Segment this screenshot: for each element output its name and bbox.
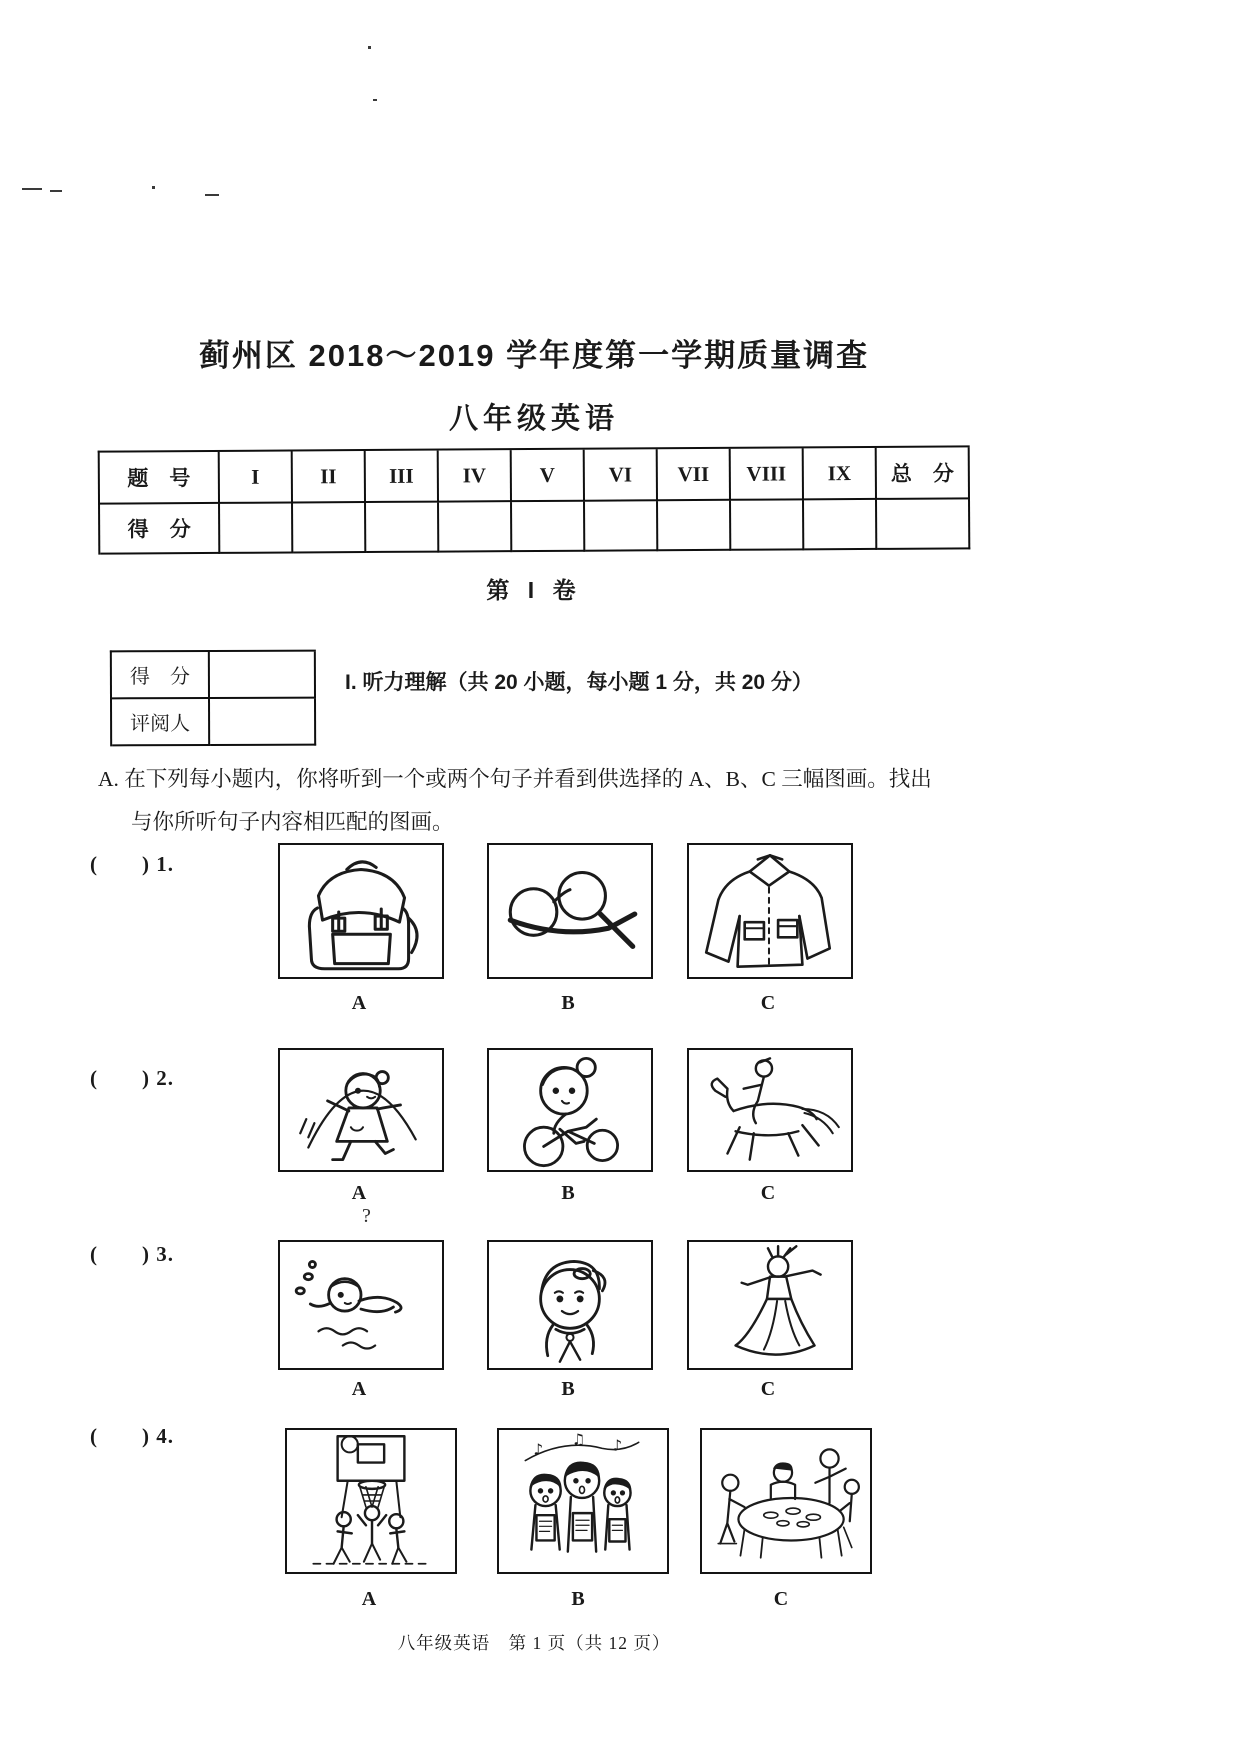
grader-box-grader-label: 评阅人 (112, 699, 210, 746)
score-table-header-cell: VIII (731, 448, 804, 500)
backpack-illustration (280, 845, 442, 977)
score-table-empty-cell (293, 503, 366, 553)
question-2-option-a-box (278, 1048, 444, 1172)
children-singing-illustration (499, 1430, 667, 1572)
grader-box-empty-cell (210, 652, 316, 699)
question-3-option-a-letter: A (351, 1378, 367, 1400)
question-1-option-b-letter: B (561, 992, 575, 1014)
page-subtitle: 八年级英语 (448, 403, 619, 435)
jacket-illustration (689, 845, 851, 977)
score-summary-table (98, 445, 971, 554)
scan-speck (368, 46, 371, 49)
question-4-option-c-letter: C (773, 1588, 789, 1610)
part-one-title: 第 I 卷 (486, 577, 582, 603)
score-table-header-cell: IX (804, 448, 877, 500)
score-table-header-cell: VI (585, 449, 658, 501)
question-4-option-b-box (497, 1428, 669, 1574)
score-table-empty-cell (877, 499, 970, 550)
score-table-empty-cell (731, 500, 804, 550)
score-table-row-label: 得 分 (100, 504, 220, 555)
question-1-option-a-box (278, 843, 444, 979)
scan-speck (373, 99, 377, 101)
svg-text:♪: ♪ (533, 1440, 544, 1459)
question-2-option-a-letter: A (351, 1182, 367, 1204)
score-table-empty-cell (220, 503, 293, 553)
question-3-label: ( ) 3. (90, 1242, 174, 1266)
question-4-option-b-letter: B (571, 1588, 585, 1610)
stray-scan-mark: ? (362, 1205, 371, 1227)
question-2-option-c-box (687, 1048, 853, 1172)
scan-speck (152, 186, 155, 189)
question-2-label: ( ) 2. (90, 1066, 174, 1090)
scan-speck (205, 194, 219, 196)
score-table-header-cell: IV (439, 450, 512, 502)
score-table-header-cell: V (512, 450, 585, 502)
question-1-option-c-letter: C (760, 992, 776, 1014)
boy-with-cap-illustration (489, 1242, 651, 1368)
child-swimming-illustration (280, 1242, 442, 1368)
score-table-header-cell: 总 分 (877, 447, 970, 500)
question-1-option-b-box (487, 843, 653, 979)
score-table-header-cell: VII (658, 449, 731, 501)
girl-dancing-illustration (689, 1242, 851, 1368)
score-table-empty-cell (658, 501, 731, 551)
question-2-option-b-box (487, 1048, 653, 1172)
score-table-header-cell: 题 号 (100, 452, 220, 505)
scan-speck (50, 190, 62, 192)
family-dinner-illustration (702, 1430, 870, 1572)
svg-text:♫: ♫ (571, 1430, 586, 1449)
score-table-header-cell: II (293, 451, 366, 503)
child-riding-bicycle-illustration (489, 1050, 651, 1170)
man-riding-horse-illustration (689, 1050, 851, 1170)
question-3-option-b-box (487, 1240, 653, 1370)
score-table-empty-cell (366, 503, 439, 553)
question-2-option-c-letter: C (760, 1182, 776, 1204)
score-table-empty-cell (585, 501, 658, 551)
page-footer: 八年级英语 第 1 页（共 12 页） (397, 1633, 671, 1653)
question-3-option-c-box (687, 1240, 853, 1370)
score-table-empty-cell (804, 500, 877, 550)
question-1-option-a-letter: A (351, 992, 367, 1014)
question-4-option-a-box (285, 1428, 457, 1574)
kids-playing-basketball-illustration (287, 1430, 455, 1572)
section1-heading: I. 听力理解（共 20 小题，每小题 1 分，共 20 分） (345, 671, 813, 694)
score-table-header-cell: III (366, 451, 439, 503)
score-table-empty-cell (512, 502, 585, 552)
question-4-option-c-box (700, 1428, 872, 1574)
grader-box-score-label: 得 分 (112, 652, 210, 699)
grader-score-box (110, 650, 316, 747)
question-4-label: ( ) 4. (90, 1424, 174, 1448)
question-1-option-c-box (687, 843, 853, 979)
girl-skipping-rope-illustration (280, 1050, 442, 1170)
eyeglasses-illustration (489, 845, 651, 977)
question-2-option-b-letter: B (561, 1182, 575, 1204)
score-table-header-cell: I (220, 451, 293, 503)
question-3-option-c-letter: C (760, 1378, 776, 1400)
grader-box-empty-cell (210, 699, 316, 746)
question-1-label: ( ) 1. (90, 852, 174, 876)
scan-speck (22, 188, 42, 190)
score-table-empty-cell (439, 502, 512, 552)
page-title: 蓟州区 2018～2019 学年度第一学期质量调查 (198, 338, 870, 373)
svg-text:♪: ♪ (612, 1436, 623, 1455)
question-4-option-a-letter: A (361, 1588, 377, 1610)
part-a-instruction-line1: A. 在下列每小题内，你将听到一个或两个句子并看到供选择的 A、B、C 三幅图画。找出 (98, 767, 932, 791)
question-3-option-a-box (278, 1240, 444, 1370)
question-3-option-b-letter: B (561, 1378, 575, 1400)
part-a-instruction-line2: 与你所听句子内容相匹配的图画。 (131, 810, 454, 834)
